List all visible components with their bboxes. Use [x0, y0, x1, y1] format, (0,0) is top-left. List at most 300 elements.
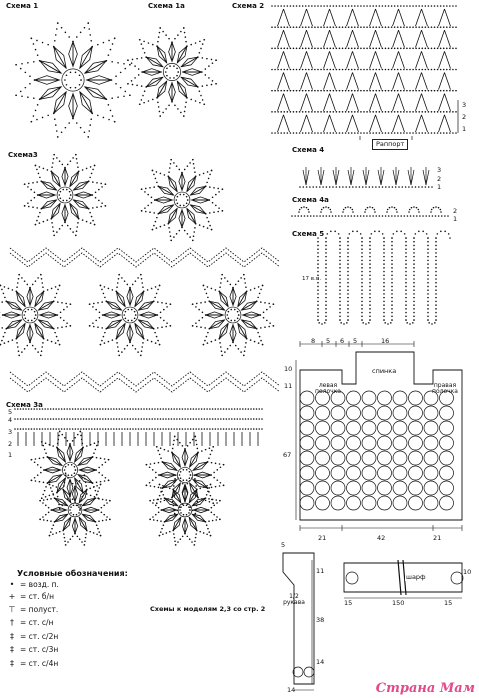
scheme-3-motif-loop [207, 171, 209, 173]
scheme-3a-motif-loop [50, 531, 52, 533]
s5-chain [391, 286, 393, 288]
dim-21b: 21 [433, 534, 442, 542]
scheme-3a-motif-loop [81, 439, 83, 441]
s2-grid-dot [400, 5, 402, 7]
scheme-3-motif-loop [215, 194, 217, 196]
s2-grid-dot [437, 26, 439, 28]
s4-base [369, 186, 371, 188]
scheme-1a-motif-loop [174, 105, 176, 107]
s2-grid-dot [305, 48, 307, 50]
scheme-3-motif-loop [92, 181, 94, 183]
scheme-3-motif-loop [176, 165, 178, 167]
s3a-row-dot [247, 428, 249, 430]
scheme-3a-motif-loop [156, 502, 158, 504]
scheme-3-motif-loop [93, 326, 95, 328]
scheme-3-motif-loop [170, 163, 172, 165]
legend-text: = ст. с/3н [20, 645, 59, 655]
scheme-3-motif-loop [227, 348, 229, 350]
scheme-3-motif-loop [8, 288, 10, 290]
s2-grid-dot [421, 69, 423, 71]
s4a-base [400, 215, 402, 217]
scheme-3-motif-loop [94, 165, 96, 167]
scheme-3a-motif-loop [39, 481, 41, 483]
scheme-3-motif-loop [184, 230, 186, 232]
scheme-3a-motif-loop [207, 487, 209, 489]
scheme-3-motif-loop [213, 211, 215, 213]
s5-chain [427, 263, 429, 265]
s5-turn [422, 231, 424, 233]
scheme-3-motif-loop [221, 350, 223, 352]
s4a-picot [416, 207, 418, 209]
scheme-3a-motif-loop [157, 520, 159, 522]
scheme-3-motif-loop [198, 309, 200, 311]
scheme-3-motif-loop [118, 350, 120, 352]
scheme-3-motif-loop [51, 171, 53, 173]
scheme-3a-motif-loop [199, 531, 201, 533]
s2-v-stitch [376, 94, 382, 111]
scheme-1a-motif-ring [166, 75, 168, 77]
s5-turn [409, 323, 411, 325]
s2-grid-dot [415, 90, 417, 92]
sleeve-label: 1/2 рукава [283, 593, 305, 606]
s2-v-stitch [324, 73, 330, 90]
scheme-3a-motif-loop [43, 457, 45, 459]
s5-chain [317, 256, 319, 258]
s3a-row-dot [198, 408, 200, 410]
s3a-row-dot [204, 408, 206, 410]
scheme-3-motif-loop [157, 327, 159, 329]
s2-v-stitch [301, 9, 307, 26]
scheme-1-motif-loop [103, 42, 105, 44]
s3a-row-dot [129, 418, 131, 420]
s5-chain [361, 274, 363, 276]
scheme-1-motif-loop [27, 62, 29, 64]
s2-grid-dot [311, 111, 313, 113]
scheme-3-motif-loop [238, 280, 240, 282]
s5-chain [317, 271, 319, 273]
scheme-3-motif-loop [220, 282, 222, 284]
s3a-row-dot [91, 408, 93, 410]
s2-grid-dot [302, 48, 304, 50]
vest-motif-circle [393, 451, 407, 465]
scheme-3a-motif-loop [82, 443, 84, 445]
s2-grid-dot [299, 132, 301, 134]
s2-grid-dot [403, 5, 405, 7]
scheme-3a-motif-ring [186, 469, 188, 471]
s3a-row-dot [261, 408, 263, 410]
s3a-row-dot [226, 408, 228, 410]
s2-grid-dot [345, 5, 347, 7]
s2-v-stitch [284, 9, 290, 26]
s2-grid-dot [379, 69, 381, 71]
s2-grid-dot [366, 111, 368, 113]
scheme-3a-motif-loop [44, 490, 46, 492]
scheme-3a-motif-loop [196, 530, 198, 532]
scheme-3-motif-loop [4, 297, 6, 299]
s2-grid-dot [363, 90, 365, 92]
scheme-3-motif-loop [203, 226, 205, 228]
s2-v-stitch [278, 51, 284, 68]
s3a-row-dot [47, 408, 49, 410]
s4-base [405, 186, 407, 188]
scheme-3a-motif-loop [43, 482, 45, 484]
s5-chain [435, 248, 437, 250]
vest-motif-circle [347, 421, 361, 435]
scheme-1a-motif-loop [152, 99, 154, 101]
scheme-3-motif-loop [100, 183, 102, 185]
scheme-3-motif-loop [257, 297, 259, 299]
scheme-1a-motif-loop [138, 68, 140, 70]
scheme-3-motif-loop [196, 303, 198, 305]
scheme-3-motif-ring [34, 318, 36, 320]
scheme-3-motif-loop [51, 218, 53, 220]
s2-grid-dot [348, 132, 350, 134]
s3a-row-dot [102, 428, 104, 430]
scheme-3-motif-loop [195, 223, 197, 225]
scheme-3a-motif-loop [57, 496, 59, 498]
scheme-3-motif-loop [245, 342, 247, 344]
scheme-3-motif-loop [101, 340, 103, 342]
scheme-1-motif-loop [115, 75, 117, 77]
scheme-3a-motif-loop [211, 462, 213, 464]
s2-grid-dot [311, 48, 313, 50]
s2-grid-dot [283, 26, 285, 28]
scheme-3a-motif-ring [70, 512, 72, 514]
scheme-3-motif-loop [89, 212, 91, 214]
s4a-base [388, 215, 390, 217]
s2-v-stitch [393, 115, 399, 132]
s5-chain [339, 282, 341, 284]
s2-grid-dot [314, 5, 316, 7]
s4a-base [350, 215, 352, 217]
s5-chain [369, 289, 371, 291]
left-front-label: левая полочка [315, 382, 341, 395]
scheme-3a-motif-loop [216, 502, 218, 504]
s2-grid-dot [372, 5, 374, 7]
s2-v-stitch [307, 9, 313, 26]
scheme-3-motif-loop [243, 355, 245, 357]
s4a-picot [433, 207, 435, 209]
scheme-3-motif-loop [155, 178, 157, 180]
s2-grid-dot [296, 26, 298, 28]
s3a-row-dot [83, 418, 85, 420]
s3a-row-dot [64, 428, 66, 430]
scheme-1-motif-loop [114, 121, 116, 123]
s5-chain [405, 245, 407, 247]
scheme-3-motif-loop [211, 341, 213, 343]
scheme-3a-motif-loop [93, 486, 95, 488]
scheme-3-motif-ring [230, 320, 232, 322]
scheme-3-motif-ring [25, 311, 27, 313]
scheme-3-motif-loop [112, 289, 114, 291]
s2-grid-dot [290, 5, 292, 7]
scheme-3a-motif-loop [219, 485, 221, 487]
s2-grid-dot [274, 132, 276, 134]
s4-base [336, 186, 338, 188]
s2-grid-dot [357, 69, 359, 71]
s5-chain [339, 278, 341, 280]
s4a-picot [438, 207, 440, 209]
s5-chain [361, 256, 363, 258]
scheme-3-motif-loop [269, 322, 271, 324]
s2-grid-dot [333, 111, 335, 113]
vest-motif-circle [362, 391, 376, 405]
scheme-3a-motif-loop [62, 530, 64, 532]
s5-chain [369, 260, 371, 262]
s4-stitch [333, 170, 336, 185]
scheme-3-motif-loop [24, 280, 26, 282]
s3a-row-dot [140, 418, 142, 420]
scheme-3-motif-loop [82, 169, 84, 171]
scheme-3a-motif-loop [51, 491, 53, 493]
s5-turn [384, 322, 386, 324]
s3a-row-dot [72, 428, 74, 430]
s3a-row-dot [215, 408, 217, 410]
s2-v-stitch [284, 94, 290, 111]
scheme-3-motif-loop [166, 322, 168, 324]
s4a-picot [391, 206, 393, 208]
scheme-3a-motif-loop [47, 520, 49, 522]
scheme-3a-motif-loop [96, 524, 98, 526]
scheme-3-motif-loop [105, 183, 107, 185]
scheme-3a-motif-loop [98, 467, 100, 469]
vest-motif-circle [393, 391, 407, 405]
s2-grid-dot [425, 26, 427, 28]
s2-grid-dot [446, 90, 448, 92]
scheme-3a-motif-loop [207, 461, 209, 463]
s5-turn [418, 231, 420, 233]
s2-grid-dot [357, 132, 359, 134]
scheme-3a-motif-loop [74, 533, 76, 535]
s2-grid-dot [431, 5, 433, 7]
s2-v-stitch [370, 115, 376, 132]
vest-motif-circle [331, 451, 345, 465]
dim-16: 16 [381, 337, 390, 345]
scheme-3-motif-loop [220, 346, 222, 348]
s2-v-stitch [347, 115, 353, 132]
scheme-3a-motif-loop [215, 519, 217, 521]
vest-motif-circle [300, 436, 314, 450]
s5-chain [325, 278, 327, 280]
s4-base [392, 186, 394, 188]
scheme-1-motif-loop [33, 97, 35, 99]
s5-chain [383, 297, 385, 299]
scheme-3-motif-loop [52, 162, 54, 164]
sleeve-14a: 14 [316, 658, 325, 666]
scheme-3a-motif-loop [174, 513, 176, 515]
scheme-3a-motif-loop [194, 478, 196, 480]
s4a-base [341, 215, 343, 217]
s5-chain [383, 293, 385, 295]
scheme-3-motif-loop [187, 233, 189, 235]
scheme-3-motif-loop [57, 301, 59, 303]
s2-grid-dot [333, 48, 335, 50]
scheme-3-motif-loop [266, 320, 268, 322]
scheme-3a-motif-loop [49, 444, 51, 446]
s2-grid-dot [397, 26, 399, 28]
vest-motif-circle [331, 421, 345, 435]
scheme-3-motif-loop [103, 293, 105, 295]
scheme-3a-motif-loop [41, 441, 43, 443]
scheme-3-motif-loop [89, 303, 91, 305]
scheme-3-motif-loop [95, 197, 97, 199]
scheme-3-motif-loop [256, 301, 258, 303]
s2-grid-dot [406, 111, 408, 113]
scheme-3-motif-loop [232, 341, 234, 343]
scheme-3a-motif-ring [189, 509, 191, 511]
scheme-3a-motif-loop [48, 507, 50, 509]
s3a-row-dot [226, 418, 228, 420]
scheme-3a-motif-loop [164, 449, 166, 451]
scheme-3-motif-loop [202, 311, 204, 313]
scheme-3-motif-loop [189, 236, 191, 238]
s5-chain [325, 267, 327, 269]
vest-motif-circle [378, 466, 392, 480]
scheme-3-motif-loop [16, 286, 18, 288]
scheme-3a-motif-loop [101, 507, 103, 509]
s5-chain [413, 263, 415, 265]
scheme-3-motif-loop [64, 221, 66, 223]
s2-grid-dot [314, 48, 316, 50]
scheme-1a-motif-loop [145, 56, 147, 58]
s5-turn [361, 319, 363, 321]
s2-grid-dot [375, 69, 377, 71]
s5-chain [317, 241, 319, 243]
s5-chain [325, 263, 327, 265]
s2-grid-dot [348, 5, 350, 7]
scheme-3-motif-loop [56, 336, 58, 338]
s2-grid-dot [385, 5, 387, 7]
s2-grid-dot [351, 26, 353, 28]
s4a-base [297, 215, 299, 217]
vest-motif-circle [347, 481, 361, 495]
s3a-row-dot [55, 418, 57, 420]
s2-grid-dot [434, 90, 436, 92]
scheme-1-motif-loop [15, 64, 17, 66]
scheme-3a-motif-loop [81, 477, 83, 479]
scheme-3a-motif-loop [209, 501, 211, 503]
s2-grid-dot [443, 48, 445, 50]
s2-grid-dot [308, 48, 310, 50]
s3a-row-dot [143, 418, 145, 420]
s5-chain [435, 245, 437, 247]
s4-base [339, 186, 341, 188]
s2-grid-dot [342, 132, 344, 134]
s5-turn [327, 233, 329, 235]
scheme-3a-motif-ring [183, 514, 185, 516]
scheme-1a-motif-loop [211, 84, 213, 86]
s4-base [329, 186, 331, 188]
scheme-3-motif-loop [211, 229, 213, 231]
scheme-3a-motif-loop [160, 520, 162, 522]
s5-chain [317, 297, 319, 299]
scheme-3-motif-loop [41, 350, 43, 352]
s3a-row-dot [113, 418, 115, 420]
s3a-row-dot [234, 408, 236, 410]
scheme-3-motif-loop [57, 289, 59, 291]
scheme-3a-motif-loop [208, 509, 210, 511]
scheme-1-motif-ring [75, 87, 77, 89]
s2-grid-dot [333, 132, 335, 134]
s2-grid-dot [394, 111, 396, 113]
s5-chain [413, 286, 415, 288]
scheme-3-motif-loop [60, 311, 62, 313]
scheme-1a-motif-loop [134, 77, 136, 79]
s2-grid-dot [293, 132, 295, 134]
s3a-row-dot [261, 428, 263, 430]
s2-grid-dot [308, 90, 310, 92]
scheme-3a-motif-loop [47, 456, 49, 458]
scheme-3-motif-loop [72, 231, 74, 233]
scheme-3-motif-loop [192, 303, 194, 305]
s3a-row-dot [88, 428, 90, 430]
s3a-row-dot [50, 418, 52, 420]
s5-turn [340, 322, 342, 324]
s3a-row-dot [31, 418, 33, 420]
s2-grid-dot [339, 48, 341, 50]
scheme-3-motif-loop [37, 351, 39, 353]
scheme-3-motif-loop [43, 338, 45, 340]
scheme-3-motif-loop [218, 191, 220, 193]
scheme-3-motif-loop [37, 194, 39, 196]
s2-grid-dot [354, 5, 356, 7]
s2-v-stitch [370, 9, 376, 26]
scheme-3-band [10, 378, 280, 392]
scheme-3a-motif-loop [173, 440, 175, 442]
s2-grid-dot [274, 48, 276, 50]
s2-grid-dot [348, 111, 350, 113]
s5-chain [361, 252, 363, 254]
s5-turn [318, 322, 320, 324]
s5-chain [339, 245, 341, 247]
scheme-3-motif-loop [143, 338, 145, 340]
s3a-row-dot [195, 428, 197, 430]
s5-chain [383, 286, 385, 288]
s2-grid-dot [452, 5, 454, 7]
s5-chain [339, 256, 341, 258]
scheme-3-motif-loop [153, 212, 155, 214]
legend-item-trtr [7, 660, 58, 668]
scheme-1a-motif-loop [180, 112, 182, 114]
s2-grid-dot [342, 5, 344, 7]
s2-grid-dot [379, 90, 381, 92]
scheme-3a-motif-loop [210, 495, 212, 497]
s5-turn [406, 322, 408, 324]
s2-grid-dot [443, 5, 445, 7]
scheme-3-motif-loop [54, 332, 56, 334]
scheme-3a-motif-loop [96, 533, 98, 535]
s3a-row-dot [237, 408, 239, 410]
scheme-3a-motif-loop [39, 500, 41, 502]
s4a-picot [352, 211, 354, 213]
s5-turn [374, 231, 376, 233]
scheme-3-motif-loop [36, 207, 38, 209]
s3a-row-dot [36, 418, 38, 420]
scheme-3-motif-loop [76, 230, 78, 232]
scheme-1a-motif-loop [136, 58, 138, 60]
scheme-3a-motif-loop [180, 480, 182, 482]
s3a-row-dot [247, 408, 249, 410]
s2-grid-dot [375, 5, 377, 7]
scheme-1-motif-loop [120, 87, 122, 89]
scheme-3a-motif-loop [81, 541, 83, 543]
scheme-1-motif-loop [42, 117, 44, 119]
scheme-3-motif-loop [169, 167, 171, 169]
scheme-1-motif-loop [33, 115, 35, 117]
scheme-3-motif-loop [159, 344, 161, 346]
scheme-3-motif-loop [39, 177, 41, 179]
s2-grid-dot [354, 111, 356, 113]
